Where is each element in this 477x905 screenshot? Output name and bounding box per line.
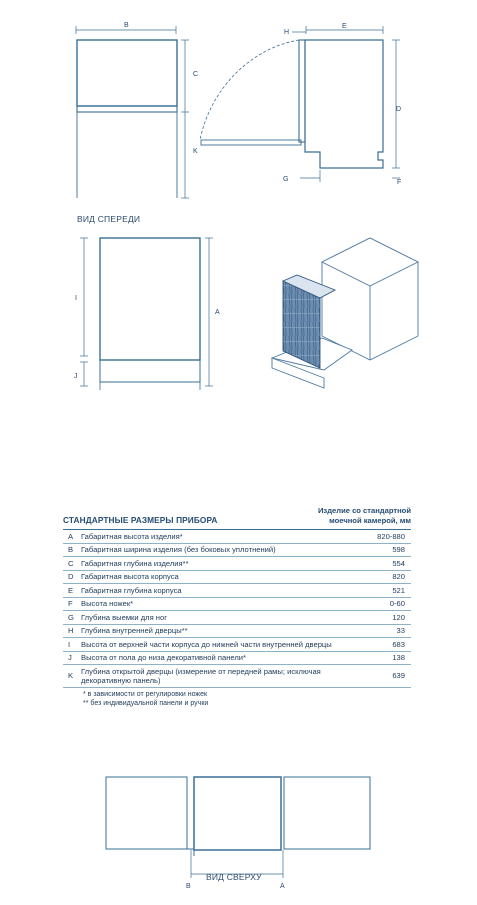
- dim-label-j: J: [74, 373, 78, 380]
- dim-label-d: D: [396, 106, 402, 113]
- dim-label-g: G: [283, 176, 289, 183]
- table-row: [63, 584, 411, 598]
- dim-label-h: H: [284, 29, 290, 36]
- row-description: Габаритная ширина изделия (без боковых уплотнений): [81, 545, 276, 554]
- table-row: [63, 557, 411, 571]
- top-view-diagram: [106, 777, 370, 878]
- row-key: F: [68, 599, 73, 608]
- row-key: G: [68, 612, 74, 622]
- row-value: 683: [392, 639, 405, 649]
- dim-label-c: C: [193, 71, 199, 78]
- row-description: Габаритная глубина изделия**: [81, 558, 189, 568]
- row-description: Высота от верхней части корпуса до нижней части внутренней дверцы: [81, 639, 332, 649]
- row-key: K: [68, 671, 74, 681]
- table-row: [63, 665, 411, 688]
- column-header: Изделие со стандартной моечной камерой, мм: [317, 506, 411, 525]
- top-view-caption: ВИД СВЕРХУ: [206, 872, 262, 882]
- row-description: Габаритная высота изделия*: [81, 531, 183, 541]
- dim-label-e: E: [342, 23, 347, 30]
- row-value: 33: [396, 626, 405, 635]
- row-value: 639: [392, 671, 405, 681]
- top-dim-label-a: A: [280, 883, 285, 890]
- row-key: A: [68, 531, 74, 541]
- row-key: J: [68, 653, 72, 662]
- row-value: 598: [392, 545, 405, 554]
- row-key: D: [68, 572, 74, 581]
- table-notes: [63, 688, 411, 708]
- row-key: I: [68, 639, 71, 649]
- front-view-diagram: [80, 238, 213, 390]
- dim-label-k: K: [193, 148, 198, 155]
- row-description: Габаритная высота корпуса: [81, 572, 179, 581]
- table-row: [63, 598, 411, 612]
- table-title: СТАНДАРТНЫЕ РАЗМЕРЫ ПРИБОРА: [63, 515, 218, 525]
- row-description: Глубина выемки для ног: [81, 612, 167, 622]
- front-view-caption: ВИД СПЕРЕДИ: [77, 214, 141, 224]
- row-value: 138: [392, 653, 405, 662]
- note-1: * в зависимости от регулировки ножек: [83, 691, 208, 698]
- note-2: ** без индивидуальной панели и ручки: [83, 700, 209, 707]
- top-dim-label-b: B: [186, 883, 191, 890]
- row-description: Высота от пола до низа декоративной панели*: [81, 653, 246, 662]
- isometric-installation-illustration: [272, 238, 418, 388]
- row-key: E: [68, 585, 74, 595]
- dim-label-b: B: [124, 22, 129, 29]
- row-value: 521: [392, 585, 405, 595]
- row-value: 820-880: [377, 531, 405, 541]
- table-row: [63, 530, 411, 544]
- table-rows: [63, 530, 411, 688]
- table-row: [63, 571, 411, 585]
- row-description: Глубина открытой дверцы (измерение от передней рамы; исключая декоративную панель): [81, 666, 321, 685]
- row-description: Габаритная глубина корпуса: [81, 585, 182, 595]
- row-key: B: [68, 545, 74, 554]
- table-row: [63, 544, 411, 558]
- table-row: [63, 638, 411, 652]
- dim-label-a: A: [215, 309, 220, 316]
- row-key: C: [68, 558, 74, 568]
- row-value: 820: [392, 572, 405, 581]
- table-row: [63, 625, 411, 639]
- side-view-profile-diagram: [200, 26, 400, 182]
- dim-label-f: F: [397, 179, 402, 186]
- table-row: [63, 652, 411, 666]
- row-value: 120: [392, 612, 405, 622]
- dimensions-table: [63, 506, 411, 708]
- table-row: [63, 611, 411, 625]
- row-key: H: [68, 626, 74, 635]
- row-value: 0-60: [389, 599, 405, 608]
- row-description: Глубина внутренней дверцы**: [81, 626, 188, 635]
- side-view-front-diagram: [76, 26, 189, 198]
- row-description: Высота ножек*: [81, 599, 134, 608]
- row-value: 554: [392, 558, 405, 568]
- dim-label-i: I: [75, 295, 77, 302]
- table-header: [63, 506, 411, 530]
